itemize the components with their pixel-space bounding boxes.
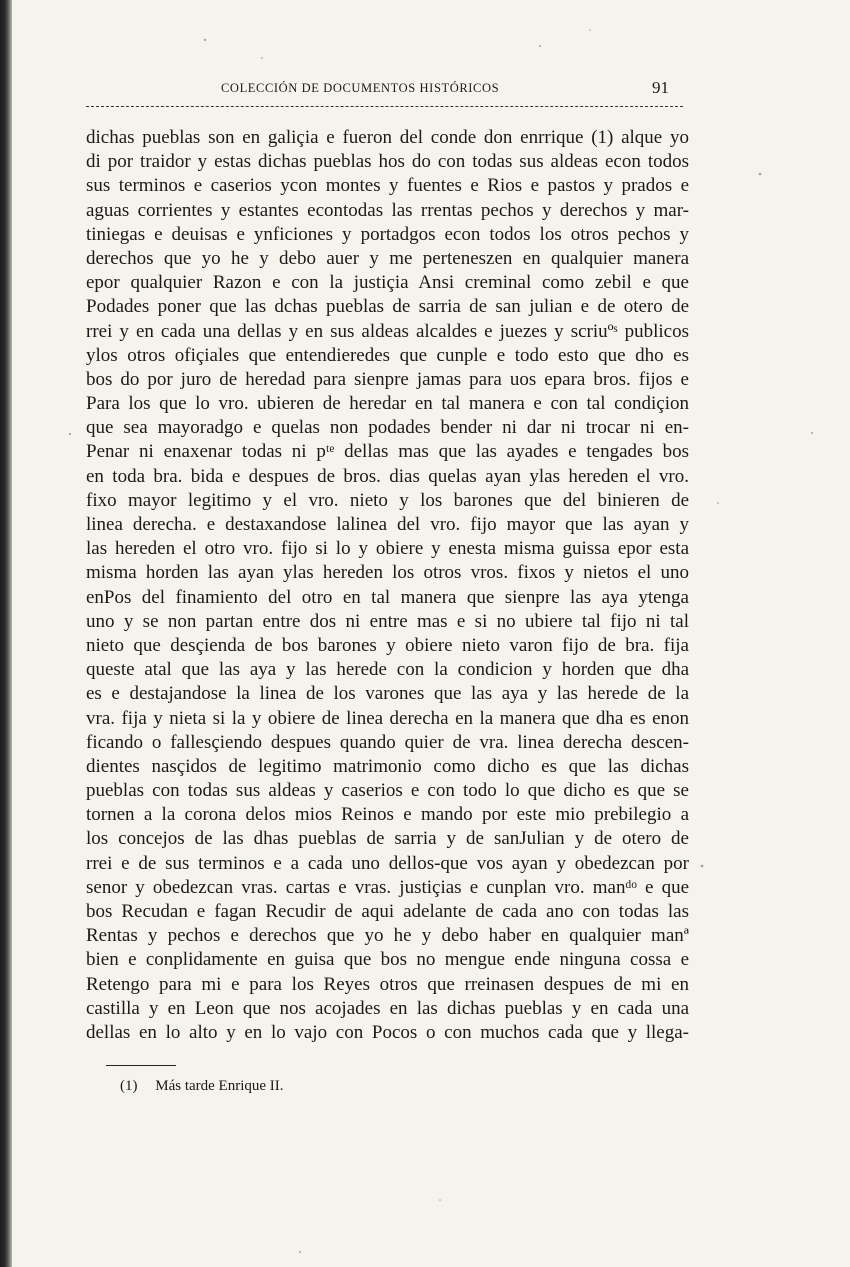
text-line: rrei y en cada una dellas y en sus aldeas alcaldes e juezes y scriuºˢ publicos [86, 320, 689, 342]
text-line: ficando o fallesçiendo despues quando quier de vra. linea derecha descen- [86, 731, 689, 753]
footnote-text: Más tarde Enrique II. [155, 1078, 284, 1094]
text-line: sus terminos e caserios ycon montes y fuentes e Rios e pastos y prados e [86, 175, 689, 197]
text-line: las hereden el otro vro. fijo si lo y obiere y enesta misma guissa epor esta [86, 538, 689, 560]
text-line: di por traidor y estas dichas pueblas hos do con todas sus aldeas econ todos [86, 151, 689, 173]
running-header [86, 78, 683, 107]
text-line: Rentas y pechos e derechos que yo he y debo haber en qualquier manª [86, 925, 689, 947]
text-line: bien e conplidamente en guisa que bos no mengue ende ninguna cossa e [86, 949, 689, 971]
text-line: linea derecha. e destaxandose lalinea del vro. fijo mayor que las ayan y [86, 514, 689, 535]
text-line: en toda bra. bida e despues de bros. dias quelas ayan ylas hereden el vro. [86, 465, 689, 487]
text-line: misma horden las ayan ylas hereden los otros vros. fixos y nietos el uno [86, 562, 689, 584]
text-line: derechos que yo he y debo auer y me perteneszen en qualquier manera [86, 247, 689, 269]
text-line: Retengo para mi e para los Reyes otros que rreinasen despues de mi en [86, 973, 689, 995]
text-line: aguas corrientes y estantes econtodas las rrentas pechos y derechos y mar- [86, 199, 689, 221]
scan-binding-edge [0, 0, 12, 1267]
text-line: Podades poner que las dchas pueblas de sarria de san julian e de otero de [86, 296, 689, 318]
text-line: bos do por juro de heredad para sienpre jamas para uos epara bros. fijos e [86, 368, 689, 390]
footnote [120, 1078, 284, 1095]
text-line: que sea mayoradgo e quelas non podades bender ni dar ni trocar ni en- [86, 417, 689, 439]
text-line: castilla y en Leon que nos acojades en las dichas pueblas y en cada una [86, 997, 689, 1019]
text-line: tornen a la corona delos mios Reinos e mando por este mio prebilegio a [86, 804, 689, 826]
header-title: COLECCIÓN DE DOCUMENTOS HISTÓRICOS [221, 81, 500, 95]
text-line: los concejos de las dhas pueblas de sarria y de sanJulian y de otero de [86, 828, 689, 850]
text-line: queste atal que las aya y las herede con la condicion y horden que dha [86, 659, 689, 681]
text-line: enPos del finamiento del otro en tal manera que sienpre las aya ytenga [86, 586, 689, 608]
text-line: uno y se non partan entre dos ni entre mas e si no ubiere tal fijo ni tal [86, 610, 689, 632]
text-line: vra. fija y nieta si la y obiere de linea derecha en la manera que dha es enon [86, 707, 689, 729]
text-line: Penar ni enaxenar todas ni pᵗᵉ dellas mas que las ayades e tengades bos [86, 441, 689, 463]
text-line: pueblas con todas sus aldeas y caserios e con todo lo que dicho es que se [86, 780, 689, 802]
page-number: 91 [652, 78, 669, 97]
text-line: senor y obedezcan vras. cartas e vras. justiçias e cunplan vro. manᵈᵒ e que [86, 876, 689, 898]
footnote-rule [106, 1065, 176, 1066]
text-line: fixo mayor legitimo y el vro. nieto y los barones que del binieren de [86, 489, 689, 511]
body-text [86, 126, 689, 1045]
text-line: epor qualquier Razon e con la justiçia Ansi creminal como zebil e que [86, 272, 689, 294]
footnote-number: (1) [120, 1078, 138, 1094]
text-line: es e destajandose la linea de los varones que las aya y las herede de la [86, 683, 689, 705]
text-line: dichas pueblas son en galiçia e fueron del conde don enrrique (1) alque yo [86, 127, 689, 148]
text-line: bos Recudan e fagan Recudir de aqui adelante de cada ano con todas las [86, 901, 689, 922]
text-line: tiniegas e deuisas e ynficiones y portadgos econ todos los otros pechos y [86, 223, 689, 245]
text-line: dientes nasçidos de legitimo matrimonio como dicho es que las dichas [86, 755, 689, 777]
text-line: dellas en lo alto y en lo vajo con Pocos o con muchos cada que y llega- [86, 1021, 689, 1043]
text-line: nieto que desçienda de bos barones y obiere nieto varon fijo de bra. fija [86, 634, 689, 656]
text-line: Para los que lo vro. ubieren de heredar en tal manera e con tal condiçion [86, 393, 689, 415]
text-line: ylos otros ofiçiales que entendieredes que cunple e todo esto que dho es [86, 344, 689, 366]
text-line: rrei e de sus terminos e a cada uno dellos-que vos ayan y obedezcan por [86, 852, 689, 874]
